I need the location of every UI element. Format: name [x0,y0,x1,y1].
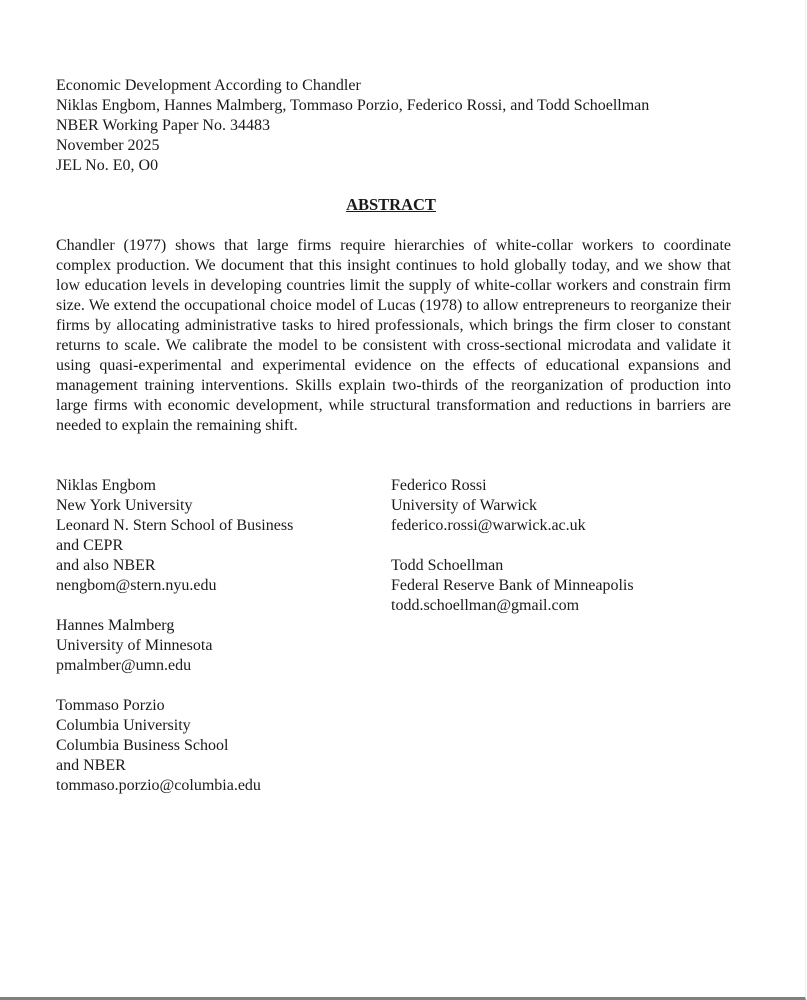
working-paper-series: NBER Working Paper No. 34483 [56,117,270,134]
jel-codes: JEL No. E0, O0 [56,157,159,174]
author-affiliation: Federal Reserve Bank of Minneapolis [391,577,634,594]
author-name: Federico Rossi [391,477,487,494]
author-block-engbom [56,476,293,596]
author-block-schoellman [391,556,634,616]
author-affiliation: University of Minnesota [56,637,213,654]
author-email: federico.rossi@warwick.ac.uk [391,517,586,534]
paper-title: Economic Development According to Chandler [56,77,361,94]
author-affiliation: University of Warwick [391,497,537,514]
author-affiliation: Leonard N. Stern School of Business [56,517,294,534]
author-block-porzio [56,696,293,796]
author-name: Todd Schoellman [391,557,504,574]
author-email: tommaso.porzio@columbia.edu [56,777,261,794]
author-name: Tommaso Porzio [56,697,165,714]
abstract-text: Chandler (1977) shows that large firms require hierarchies of white-collar workers to coordinate complex production. We document that this insight continues to hold globally today, and we show that low education levels in developing countries limit the supply of white-collar workers and constrain firm size. We extend the occupational choice model of Lucas (1978) to allow entrepreneurs to reorganize their firms by allocating administrative tasks to hired professionals, which brings the firm closer to constant returns to scale. We calibrate the model to be consistent with cross-sectional microdata and validate it using quasi-experimental and experimental evidence on the effects of educational expansions and management training interventions. Skills explain two-thirds of the reorganization of production into large firms with economic development, while structural transformation and reductions in barriers are needed to explain the remaining shift. [56,237,731,434]
author-email: todd.schoellman@gmail.com [391,597,580,614]
author-affiliations-right [391,476,634,636]
author-affiliation: and CEPR [56,537,124,554]
paper-header [56,76,649,176]
abstract-heading: ABSTRACT [346,195,436,214]
author-affiliation: New York University [56,497,193,514]
author-list: Niklas Engbom, Hannes Malmberg, Tommaso Porzio, Federico Rossi, and Todd Schoellman [56,97,650,114]
author-affiliations-left [56,476,293,816]
author-block-malmberg [56,616,293,676]
author-affiliation: Columbia Business School [56,737,229,754]
author-affiliation: and also NBER [56,557,156,574]
author-name: Niklas Engbom [56,477,156,494]
author-block-rossi [391,476,634,536]
author-email: pmalmber@umn.edu [56,657,192,674]
author-affiliation: and NBER [56,757,126,774]
author-affiliation: Columbia University [56,717,191,734]
publication-date: November 2025 [56,137,160,154]
author-email: nengbom@stern.nyu.edu [56,577,217,594]
author-name: Hannes Malmberg [56,617,175,634]
